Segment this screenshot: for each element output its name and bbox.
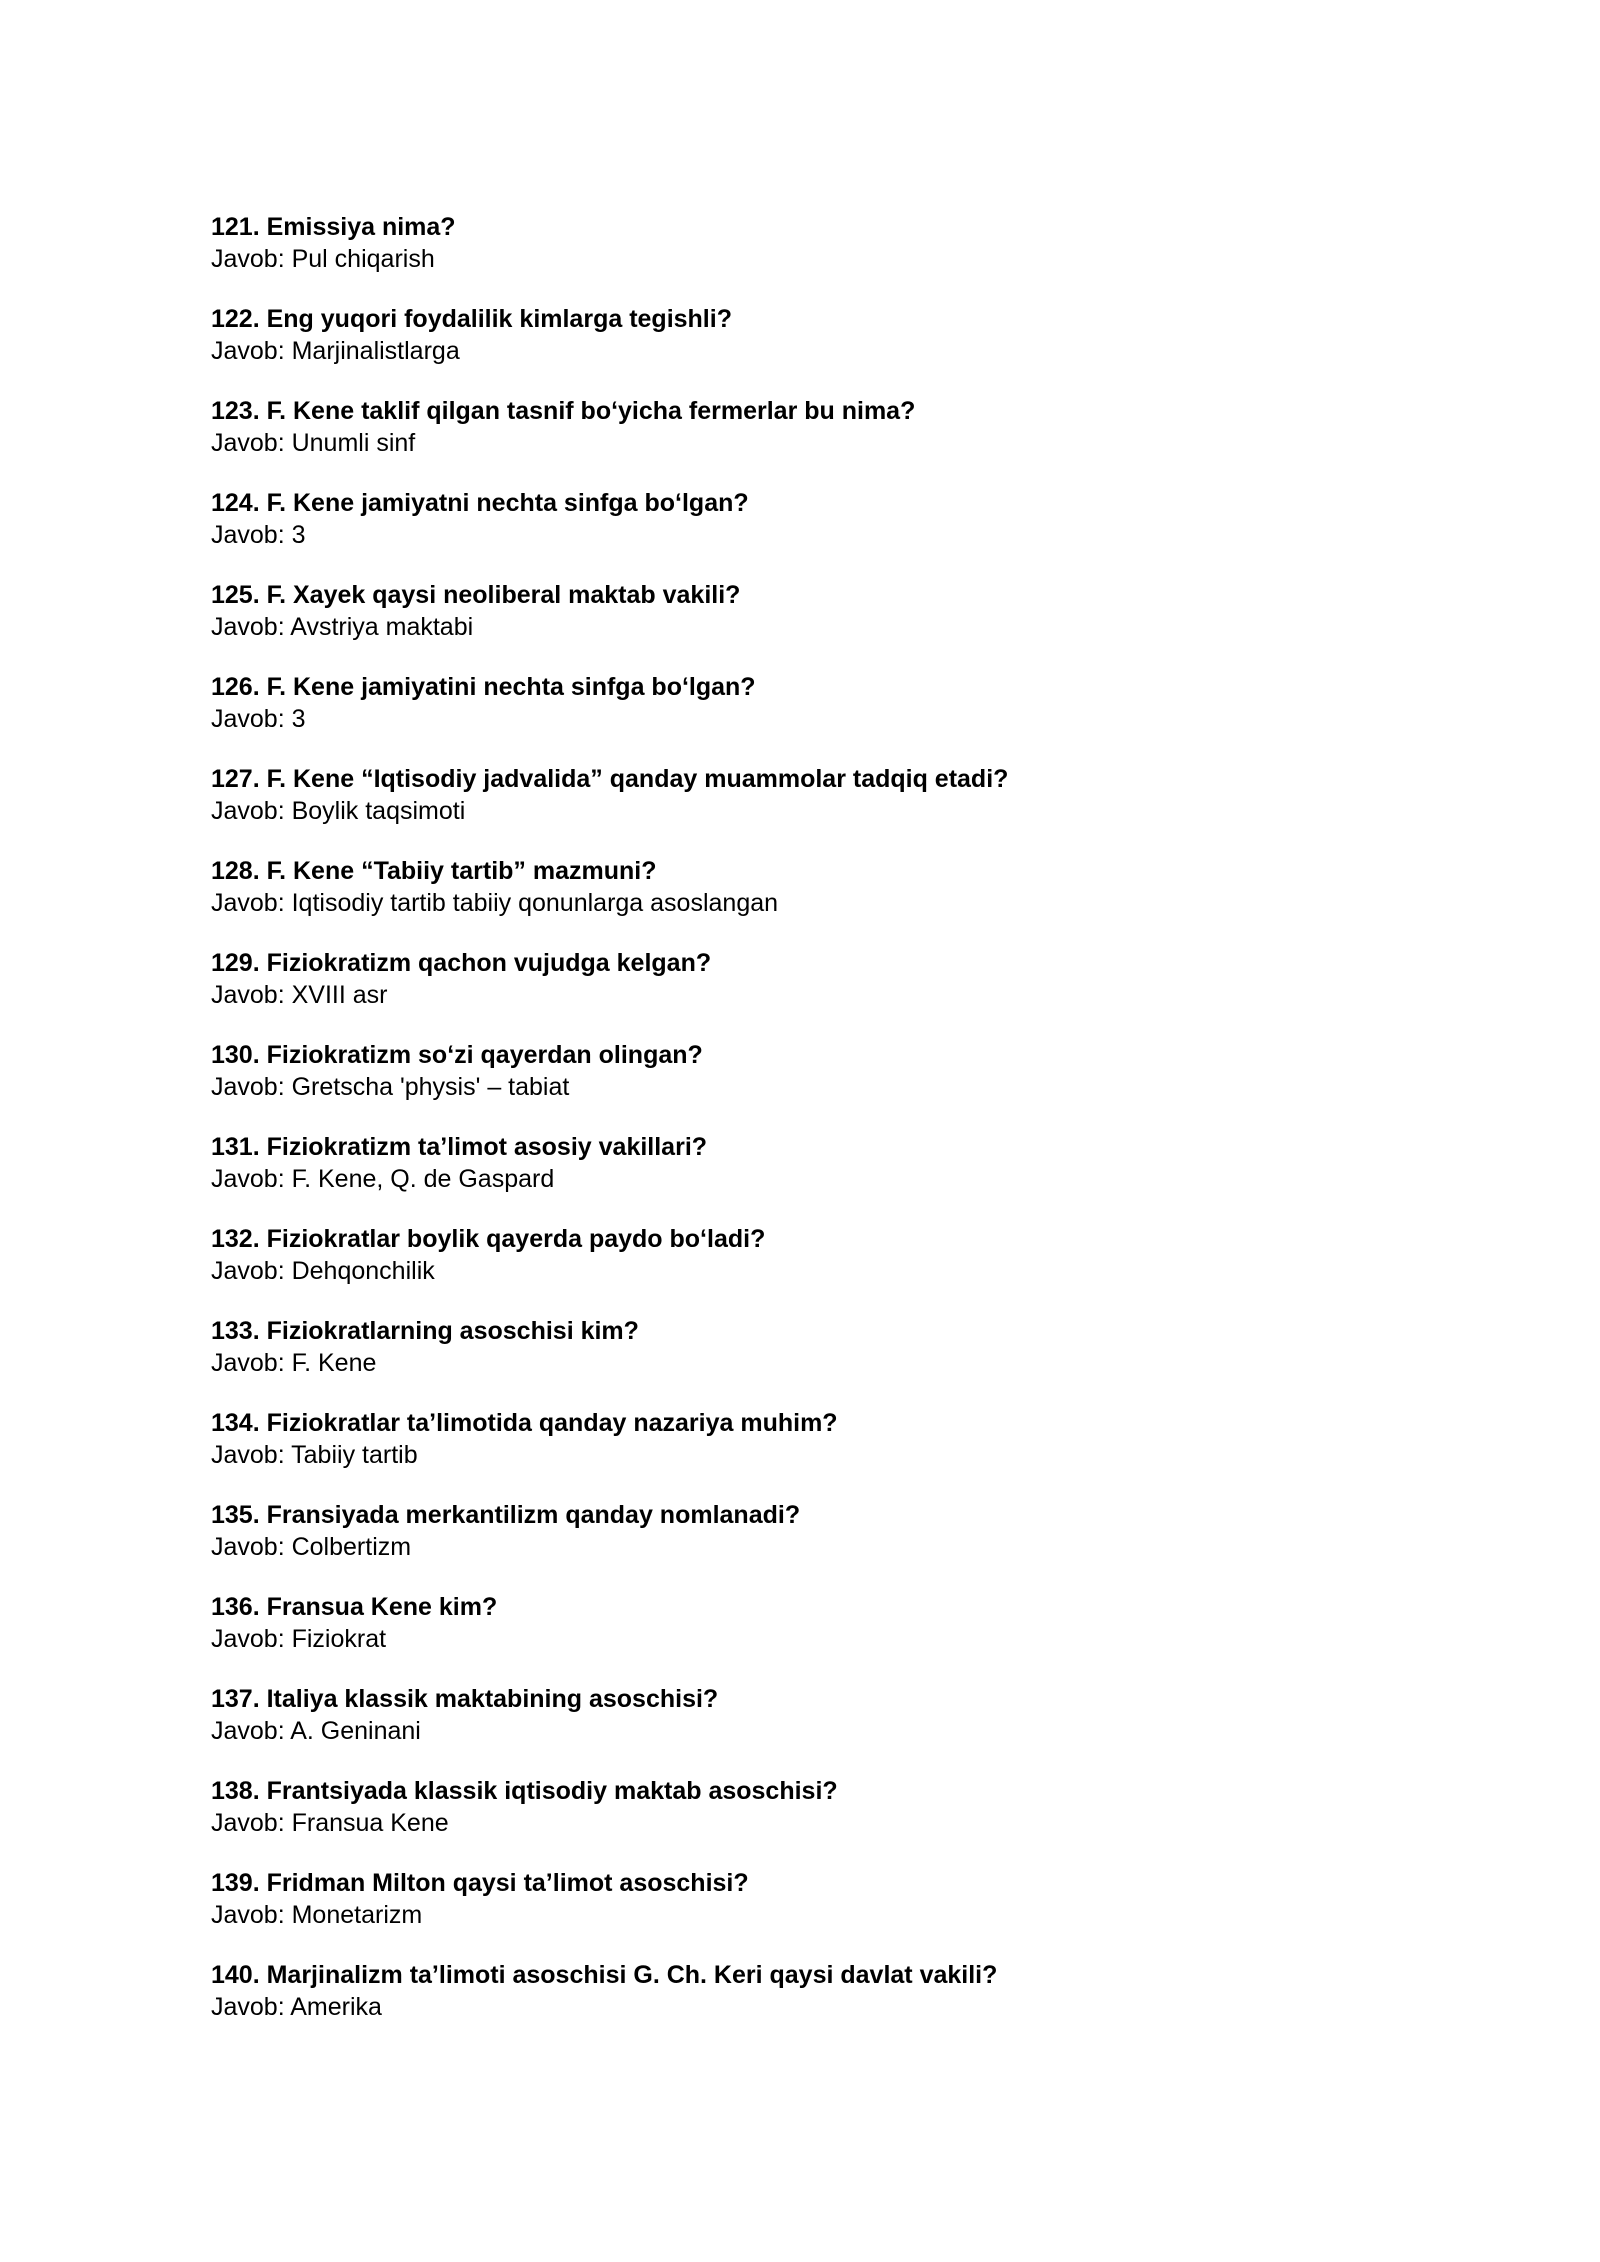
question-text: 140. Marjinalizm ta’limoti asoschisi G. Ch. Keri qaysi davlat vakili?	[211, 1961, 998, 1989]
answer-text: Javob: Marjinalistlarga	[211, 337, 460, 365]
qa-item	[211, 487, 1411, 550]
question-text: 121. Emissiya nima?	[211, 213, 456, 241]
answer-text: Javob: Unumli sinf	[211, 429, 416, 457]
question-text: 127. F. Kene “Iqtisodiy jadvalida” qanday muammolar tadqiq etadi?	[211, 765, 1009, 793]
question-text: 126. F. Kene jamiyatini nechta sinfga bo‘lgan?	[211, 673, 756, 701]
qa-item	[211, 1683, 1411, 1746]
answer-text: Javob: Colbertizm	[211, 1533, 412, 1561]
answer-text: Javob: Amerika	[211, 1993, 382, 2021]
question-text: 124. F. Kene jamiyatni nechta sinfga bo‘lgan?	[211, 489, 749, 517]
question-text: 129. Fiziokratizm qachon vujudga kelgan?	[211, 949, 712, 977]
answer-text: Javob: Gretscha 'physis' – tabiat	[211, 1073, 570, 1101]
answer-text: Javob: Dehqonchilik	[211, 1257, 435, 1285]
answer-text: Javob: A. Geninani	[211, 1717, 421, 1745]
question-text: 139. Fridman Milton qaysi ta’limot asoschisi?	[211, 1869, 749, 1897]
qa-item	[211, 1407, 1411, 1470]
answer-text: Javob: F. Kene, Q. de Gaspard	[211, 1165, 555, 1193]
answer-text: Javob: Boylik taqsimoti	[211, 797, 466, 825]
qa-item	[211, 1959, 1411, 2022]
answer-text: Javob: F. Kene	[211, 1349, 377, 1377]
qa-item	[211, 211, 1411, 274]
question-text: 133. Fiziokratlarning asoschisi kim?	[211, 1317, 639, 1345]
qa-item	[211, 1867, 1411, 1930]
qa-item	[211, 1315, 1411, 1378]
question-text: 122. Eng yuqori foydalilik kimlarga tegishli?	[211, 305, 732, 333]
question-text: 125. F. Xayek qaysi neoliberal maktab vakili?	[211, 581, 741, 609]
qa-item	[211, 1775, 1411, 1838]
answer-text: Javob: Tabiiy tartib	[211, 1441, 418, 1469]
answer-text: Javob: Avstriya maktabi	[211, 613, 474, 641]
question-text: 134. Fiziokratlar ta’limotida qanday nazariya muhim?	[211, 1409, 838, 1437]
qa-item	[211, 763, 1411, 826]
answer-text: Javob: Pul chiqarish	[211, 245, 435, 273]
qa-list	[211, 211, 1411, 2051]
qa-item	[211, 579, 1411, 642]
answer-text: Javob: 3	[211, 705, 306, 733]
qa-item	[211, 303, 1411, 366]
answer-text: Javob: Fiziokrat	[211, 1625, 387, 1653]
question-text: 123. F. Kene taklif qilgan tasnif bo‘yicha fermerlar bu nima?	[211, 397, 916, 425]
question-text: 131. Fiziokratizm ta’limot asosiy vakillari?	[211, 1133, 708, 1161]
answer-text: Javob: XVIII asr	[211, 981, 388, 1009]
qa-item	[211, 1039, 1411, 1102]
qa-item	[211, 947, 1411, 1010]
qa-item	[211, 671, 1411, 734]
question-text: 136. Fransua Kene kim?	[211, 1593, 498, 1621]
question-text: 138. Frantsiyada klassik iqtisodiy maktab asoschisi?	[211, 1777, 838, 1805]
answer-text: Javob: Fransua Kene	[211, 1809, 449, 1837]
qa-item	[211, 855, 1411, 918]
qa-item	[211, 1499, 1411, 1562]
qa-item	[211, 1223, 1411, 1286]
answer-text: Javob: Monetarizm	[211, 1901, 423, 1929]
answer-text: Javob: 3	[211, 521, 306, 549]
question-text: 137. Italiya klassik maktabining asoschisi?	[211, 1685, 719, 1713]
question-text: 135. Fransiyada merkantilizm qanday nomlanadi?	[211, 1501, 801, 1529]
qa-item	[211, 1591, 1411, 1654]
qa-item	[211, 395, 1411, 458]
question-text: 128. F. Kene “Tabiiy tartib” mazmuni?	[211, 857, 657, 885]
qa-item	[211, 1131, 1411, 1194]
question-text: 130. Fiziokratizm so‘zi qayerdan olingan?	[211, 1041, 703, 1069]
question-text: 132. Fiziokratlar boylik qayerda paydo bo‘ladi?	[211, 1225, 766, 1253]
answer-text: Javob: Iqtisodiy tartib tabiiy qonunlarga asoslangan	[211, 889, 779, 917]
